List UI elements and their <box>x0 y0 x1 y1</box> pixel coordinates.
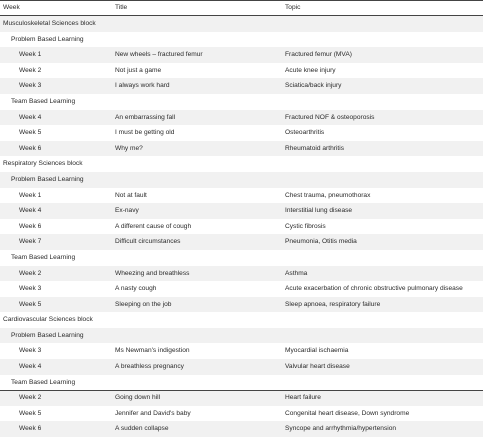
table-row <box>0 188 483 204</box>
table-row <box>0 297 483 313</box>
header-week: Week <box>3 4 20 11</box>
table-body <box>0 16 483 437</box>
topic-cell: Syncope and arrhythmia/hypertension <box>285 425 397 433</box>
topic-cell: Interstitial lung disease <box>285 207 353 215</box>
week-cell: Week 6 <box>19 222 42 230</box>
table-row <box>0 110 483 126</box>
table-row <box>0 203 483 219</box>
block-heading-row <box>0 312 483 328</box>
table-row <box>0 219 483 235</box>
week-cell: Week 5 <box>19 129 42 137</box>
title-cell: Going down hill <box>115 394 161 402</box>
title-cell: Ms Newman's indigestion <box>115 347 190 355</box>
table-row <box>0 359 483 375</box>
learning-type-heading: Team Based Learning <box>11 378 76 386</box>
week-cell: Week 2 <box>19 66 42 74</box>
block-heading: Respiratory Sciences block <box>3 160 83 168</box>
topic-cell: Chest trauma, pneumothorax <box>285 191 371 199</box>
week-cell: Week 1 <box>19 191 42 199</box>
title-cell: An embarrassing fall <box>115 113 176 121</box>
table-row <box>0 266 483 282</box>
week-cell: Week 5 <box>19 409 42 417</box>
header-topic: Topic <box>285 4 301 11</box>
title-cell: A sudden collapse <box>115 425 169 433</box>
learning-type-heading: Problem Based Learning <box>11 175 84 183</box>
topic-cell: Heart failure <box>285 394 321 402</box>
title-cell: Not at fault <box>115 191 147 199</box>
topic-cell: Valvular heart disease <box>285 363 350 371</box>
topic-cell: Asthma <box>285 269 308 277</box>
table-row <box>0 343 483 359</box>
week-cell: Week 2 <box>19 269 42 277</box>
week-cell: Week 6 <box>19 144 42 152</box>
subheading-row <box>0 375 483 391</box>
topic-cell: Cystic fibrosis <box>285 222 326 230</box>
topic-cell: Fractured femur (MVA) <box>285 51 352 59</box>
topic-cell: Rheumatoid arthritis <box>285 144 345 152</box>
title-cell: Jennifer and David's baby <box>115 409 191 417</box>
title-cell: I must be getting old <box>115 129 175 137</box>
title-cell: Sleeping on the job <box>115 300 172 308</box>
block-heading: Musculoskeletal Sciences block <box>3 20 96 27</box>
table-header <box>0 0 483 16</box>
topic-cell: Fractured NOF & osteoporosis <box>285 113 375 121</box>
topic-cell: Sleep apnoea, respiratory failure <box>285 300 381 308</box>
subheading-row <box>0 250 483 266</box>
subheading-row <box>0 94 483 110</box>
subheading-row <box>0 32 483 48</box>
table-row <box>0 390 483 406</box>
subheading-row <box>0 172 483 188</box>
table-row <box>0 125 483 141</box>
learning-type-heading: Problem Based Learning <box>11 331 84 339</box>
week-cell: Week 7 <box>19 238 42 246</box>
title-cell: Difficult circumstances <box>115 238 181 246</box>
title-cell: New wheels – fractured femur <box>115 51 203 59</box>
table-row <box>0 406 483 422</box>
title-cell: A different cause of cough <box>115 222 192 230</box>
topic-cell: Sciatica/back injury <box>285 82 342 90</box>
block-heading: Cardiovascular Sciences block <box>3 316 93 324</box>
table-row <box>0 141 483 157</box>
title-cell: Why me? <box>115 144 143 152</box>
week-cell: Week 3 <box>19 285 42 293</box>
week-cell: Week 4 <box>19 207 42 215</box>
table-row <box>0 78 483 94</box>
learning-type-heading: Problem Based Learning <box>11 35 84 43</box>
table-row <box>0 47 483 63</box>
week-cell: Week 3 <box>19 82 42 90</box>
title-cell: Not just a game <box>115 66 162 74</box>
topic-cell: Congenital heart disease, Down syndrome <box>285 409 410 417</box>
title-cell: Wheezing and breathless <box>115 269 190 277</box>
topic-cell: Pneumonia, Otitis media <box>285 238 357 246</box>
block-heading-row <box>0 16 483 32</box>
learning-type-heading: Team Based Learning <box>11 253 76 261</box>
title-cell: Ex-navy <box>115 207 139 215</box>
table-row <box>0 421 483 437</box>
topic-cell: Acute exacerbation of chronic obstructive pulmonary disease <box>285 285 463 293</box>
topic-cell: Acute knee injury <box>285 66 336 74</box>
week-cell: Week 6 <box>19 425 42 433</box>
title-cell: A breathless pregnancy <box>115 363 184 371</box>
topic-cell: Myocardial ischaemia <box>285 347 349 355</box>
title-cell: A nasty cough <box>115 285 157 293</box>
header-title: Title <box>115 4 128 11</box>
table-row <box>0 234 483 250</box>
week-cell: Week 4 <box>19 363 42 371</box>
week-cell: Week 5 <box>19 300 42 308</box>
title-cell: I always work hard <box>115 82 170 90</box>
topic-cell: Osteoarthritis <box>285 129 325 137</box>
block-heading-row <box>0 156 483 172</box>
table-bottom-rule <box>0 390 483 391</box>
subheading-row <box>0 328 483 344</box>
week-cell: Week 1 <box>19 51 42 59</box>
week-cell: Week 4 <box>19 113 42 121</box>
week-cell: Week 3 <box>19 347 42 355</box>
table-row <box>0 63 483 79</box>
week-cell: Week 2 <box>19 394 42 402</box>
learning-type-heading: Team Based Learning <box>11 97 76 105</box>
table-row <box>0 281 483 297</box>
